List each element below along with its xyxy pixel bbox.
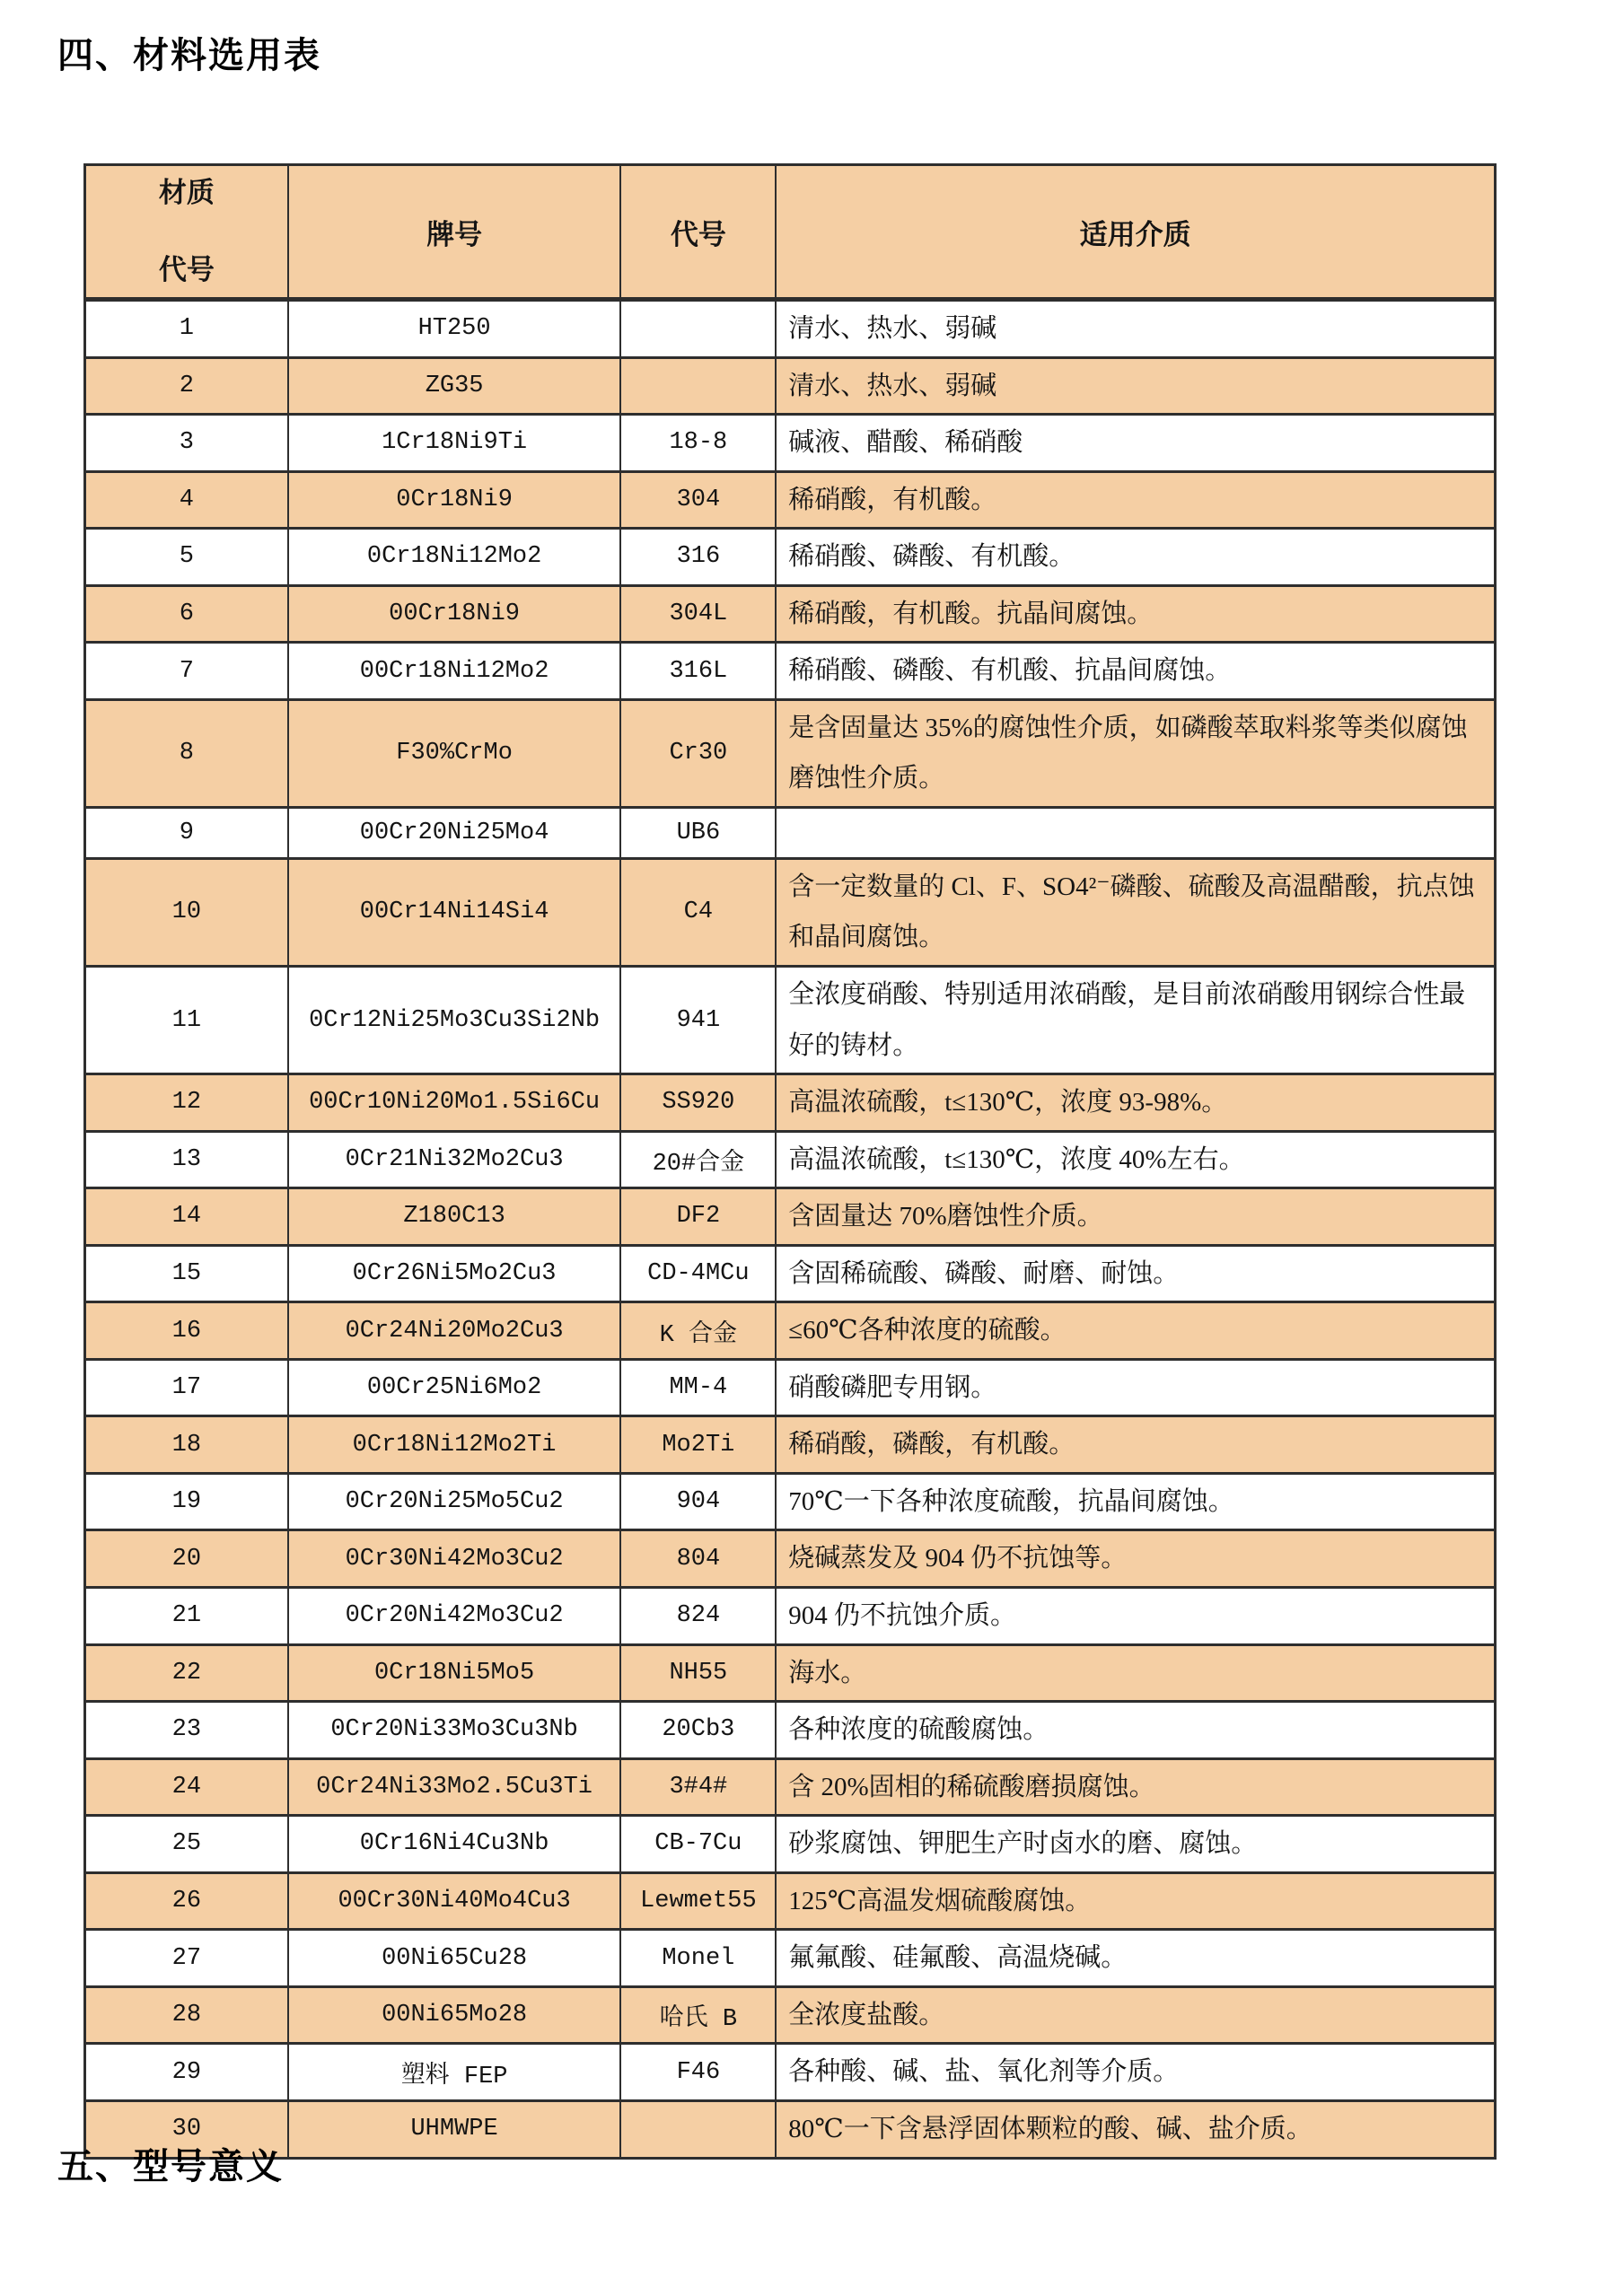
grade-cell: 0Cr18Ni9 bbox=[288, 471, 621, 529]
code-cell: NH55 bbox=[620, 1644, 776, 1702]
material-code-cell: 12 bbox=[85, 1074, 288, 1132]
code-cell: CB-7Cu bbox=[620, 1816, 776, 1873]
media-cell: 全浓度硝酸、特别适用浓硝酸，是目前浓硝酸用钢综合性最好的铸材。 bbox=[776, 967, 1495, 1074]
table-row bbox=[85, 1986, 1496, 2044]
grade-cell: 0Cr18Ni12Mo2Ti bbox=[288, 1416, 621, 1474]
material-code-cell: 18 bbox=[85, 1416, 288, 1474]
code-cell: Lewmet55 bbox=[620, 1872, 776, 1930]
media-cell: 125℃高温发烟硫酸腐蚀。 bbox=[776, 1872, 1495, 1930]
table-row bbox=[85, 529, 1496, 586]
media-cell: 含 20%固相的稀硫酸磨损腐蚀。 bbox=[776, 1758, 1495, 1816]
material-code-cell: 6 bbox=[85, 585, 288, 643]
table-row bbox=[85, 1188, 1496, 1246]
grade-cell: UHMWPE bbox=[288, 2100, 621, 2158]
code-cell: 20#合金 bbox=[620, 1131, 776, 1188]
table-row bbox=[85, 1530, 1496, 1588]
code-cell: 804 bbox=[620, 1530, 776, 1588]
table-row bbox=[85, 643, 1496, 700]
table-row bbox=[85, 1473, 1496, 1530]
material-code-cell: 27 bbox=[85, 1930, 288, 1987]
code-cell: CD-4MCu bbox=[620, 1245, 776, 1302]
material-code-cell: 17 bbox=[85, 1359, 288, 1416]
grade-cell: 0Cr26Ni5Mo2Cu3 bbox=[288, 1245, 621, 1302]
media-cell: 各种浓度的硫酸腐蚀。 bbox=[776, 1702, 1495, 1759]
media-cell: 碱液、醋酸、稀硝酸 bbox=[776, 415, 1495, 472]
code-cell: C4 bbox=[620, 858, 776, 966]
material-selection-table bbox=[83, 163, 1497, 2160]
media-cell: 海水。 bbox=[776, 1644, 1495, 1702]
material-code-cell: 22 bbox=[85, 1644, 288, 1702]
media-cell: 含一定数量的 Cl、F、SO4²⁻磷酸、硫酸及高温醋酸，抗点蚀和晶间腐蚀。 bbox=[776, 858, 1495, 966]
grade-cell: 塑料 FEP bbox=[288, 2044, 621, 2101]
material-code-cell: 21 bbox=[85, 1588, 288, 1645]
code-cell: 304 bbox=[620, 471, 776, 529]
header-grade: 牌号 bbox=[288, 165, 621, 300]
material-code-cell: 23 bbox=[85, 1702, 288, 1759]
material-code-cell: 28 bbox=[85, 1986, 288, 2044]
grade-cell: 00Cr30Ni40Mo4Cu3 bbox=[288, 1872, 621, 1930]
section-5-title: 五、型号意义 bbox=[57, 2146, 284, 2186]
table-row bbox=[85, 1245, 1496, 1302]
grade-cell: F30%CrMo bbox=[288, 699, 621, 807]
media-cell: 904 仍不抗蚀介质。 bbox=[776, 1588, 1495, 1645]
grade-cell: 0Cr18Ni5Mo5 bbox=[288, 1644, 621, 1702]
media-cell: 稀硝酸，有机酸。抗晶间腐蚀。 bbox=[776, 585, 1495, 643]
material-code-cell: 10 bbox=[85, 858, 288, 966]
code-cell: 18-8 bbox=[620, 415, 776, 472]
code-cell: 3#4# bbox=[620, 1758, 776, 1816]
grade-cell: ZG35 bbox=[288, 357, 621, 415]
material-code-cell: 4 bbox=[85, 471, 288, 529]
code-cell: UB6 bbox=[620, 807, 776, 858]
grade-cell: 0Cr24Ni20Mo2Cu3 bbox=[288, 1302, 621, 1360]
table-row bbox=[85, 2100, 1496, 2158]
media-cell: 清水、热水、弱碱 bbox=[776, 357, 1495, 415]
material-code-cell: 25 bbox=[85, 1816, 288, 1873]
table-row bbox=[85, 1816, 1496, 1873]
material-code-cell: 7 bbox=[85, 643, 288, 700]
material-code-cell: 29 bbox=[85, 2044, 288, 2101]
code-cell: 哈氏 B bbox=[620, 1986, 776, 2044]
material-code-cell: 14 bbox=[85, 1188, 288, 1246]
grade-cell: 1Cr18Ni9Ti bbox=[288, 415, 621, 472]
table-row bbox=[85, 1758, 1496, 1816]
table-row bbox=[85, 1644, 1496, 1702]
material-code-cell: 11 bbox=[85, 967, 288, 1074]
table-row bbox=[85, 1416, 1496, 1474]
grade-cell: 00Cr14Ni14Si4 bbox=[288, 858, 621, 966]
media-cell: 是含固量达 35%的腐蚀性介质，如磷酸萃取料浆等类似腐蚀磨蚀性介质。 bbox=[776, 699, 1495, 807]
grade-cell: Z180C13 bbox=[288, 1188, 621, 1246]
table-row bbox=[85, 1074, 1496, 1132]
table-row bbox=[85, 1131, 1496, 1188]
grade-cell: 0Cr21Ni32Mo2Cu3 bbox=[288, 1131, 621, 1188]
material-code-cell: 19 bbox=[85, 1473, 288, 1530]
grade-cell: 00Cr18Ni12Mo2 bbox=[288, 643, 621, 700]
table-row bbox=[85, 415, 1496, 472]
header-material-code-line1: 材质 bbox=[158, 176, 215, 208]
section-4-title: 四、材料选用表 bbox=[57, 35, 321, 75]
code-cell bbox=[620, 357, 776, 415]
media-cell: 含固量达 70%磨蚀性介质。 bbox=[776, 1188, 1495, 1246]
code-cell: Monel bbox=[620, 1930, 776, 1987]
header-material-code-line2: 代号 bbox=[158, 254, 215, 285]
media-cell bbox=[776, 807, 1495, 858]
code-cell bbox=[620, 300, 776, 358]
header-material-code bbox=[85, 165, 288, 300]
material-code-cell: 26 bbox=[85, 1872, 288, 1930]
media-cell: 高温浓硫酸，t≤130℃，浓度 40%左右。 bbox=[776, 1131, 1495, 1188]
material-code-cell: 3 bbox=[85, 415, 288, 472]
code-cell: 20Cb3 bbox=[620, 1702, 776, 1759]
table-row bbox=[85, 1588, 1496, 1645]
header-media: 适用介质 bbox=[776, 165, 1495, 300]
code-cell: DF2 bbox=[620, 1188, 776, 1246]
media-cell: 烧碱蒸发及 904 仍不抗蚀等。 bbox=[776, 1530, 1495, 1588]
code-cell: 941 bbox=[620, 967, 776, 1074]
code-cell: 316L bbox=[620, 643, 776, 700]
code-cell: F46 bbox=[620, 2044, 776, 2101]
media-cell: 稀硝酸、磷酸、有机酸。 bbox=[776, 529, 1495, 586]
material-code-cell: 20 bbox=[85, 1530, 288, 1588]
media-cell: 全浓度盐酸。 bbox=[776, 1986, 1495, 2044]
media-cell: 高温浓硫酸，t≤130℃，浓度 93-98%。 bbox=[776, 1074, 1495, 1132]
grade-cell: 00Ni65Cu28 bbox=[288, 1930, 621, 1987]
media-cell: 各种酸、碱、盐、氧化剂等介质。 bbox=[776, 2044, 1495, 2101]
grade-cell: 0Cr20Ni42Mo3Cu2 bbox=[288, 1588, 621, 1645]
media-cell: 硝酸磷肥专用钢。 bbox=[776, 1359, 1495, 1416]
header-row bbox=[85, 165, 1496, 300]
media-cell: ≤60℃各种浓度的硫酸。 bbox=[776, 1302, 1495, 1360]
grade-cell: 0Cr16Ni4Cu3Nb bbox=[288, 1816, 621, 1873]
table-row bbox=[85, 1359, 1496, 1416]
media-cell: 70℃一下各种浓度硫酸，抗晶间腐蚀。 bbox=[776, 1473, 1495, 1530]
code-cell: MM-4 bbox=[620, 1359, 776, 1416]
media-cell: 稀硝酸、磷酸、有机酸、抗晶间腐蚀。 bbox=[776, 643, 1495, 700]
table-row bbox=[85, 858, 1496, 966]
media-cell: 80℃一下含悬浮固体颗粒的酸、碱、盐介质。 bbox=[776, 2100, 1495, 2158]
grade-cell: 00Cr25Ni6Mo2 bbox=[288, 1359, 621, 1416]
code-cell: SS920 bbox=[620, 1074, 776, 1132]
table-row bbox=[85, 967, 1496, 1074]
material-code-cell: 13 bbox=[85, 1131, 288, 1188]
material-code-cell: 9 bbox=[85, 807, 288, 858]
code-cell: Cr30 bbox=[620, 699, 776, 807]
table-row bbox=[85, 357, 1496, 415]
code-cell: 904 bbox=[620, 1473, 776, 1530]
table-row bbox=[85, 1702, 1496, 1759]
material-code-cell: 15 bbox=[85, 1245, 288, 1302]
material-code-cell: 8 bbox=[85, 699, 288, 807]
table-row bbox=[85, 2044, 1496, 2101]
header-code: 代号 bbox=[620, 165, 776, 300]
code-cell: 304L bbox=[620, 585, 776, 643]
media-cell: 含固稀硫酸、磷酸、耐磨、耐蚀。 bbox=[776, 1245, 1495, 1302]
material-code-cell: 24 bbox=[85, 1758, 288, 1816]
media-cell: 稀硝酸，磷酸，有机酸。 bbox=[776, 1416, 1495, 1474]
media-cell: 氟氟酸、硅氟酸、高温烧碱。 bbox=[776, 1930, 1495, 1987]
table-row bbox=[85, 1930, 1496, 1987]
table-row bbox=[85, 585, 1496, 643]
table-body bbox=[85, 300, 1496, 2159]
material-code-cell: 5 bbox=[85, 529, 288, 586]
table-row bbox=[85, 807, 1496, 858]
material-code-cell: 16 bbox=[85, 1302, 288, 1360]
grade-cell: 0Cr18Ni12Mo2 bbox=[288, 529, 621, 586]
grade-cell: HT250 bbox=[288, 300, 621, 358]
code-cell: K 合金 bbox=[620, 1302, 776, 1360]
grade-cell: 0Cr12Ni25Mo3Cu3Si2Nb bbox=[288, 967, 621, 1074]
grade-cell: 00Cr20Ni25Mo4 bbox=[288, 807, 621, 858]
table-head bbox=[85, 165, 1496, 300]
table-row bbox=[85, 699, 1496, 807]
grade-cell: 00Ni65Mo28 bbox=[288, 1986, 621, 2044]
media-cell: 稀硝酸，有机酸。 bbox=[776, 471, 1495, 529]
table-row bbox=[85, 300, 1496, 358]
code-cell bbox=[620, 2100, 776, 2158]
table-row bbox=[85, 471, 1496, 529]
grade-cell: 0Cr30Ni42Mo3Cu2 bbox=[288, 1530, 621, 1588]
code-cell: 316 bbox=[620, 529, 776, 586]
grade-cell: 0Cr20Ni33Mo3Cu3Nb bbox=[288, 1702, 621, 1759]
grade-cell: 00Cr10Ni20Mo1.5Si6Cu bbox=[288, 1074, 621, 1132]
grade-cell: 0Cr24Ni33Mo2.5Cu3Ti bbox=[288, 1758, 621, 1816]
code-cell: Mo2Ti bbox=[620, 1416, 776, 1474]
material-code-cell: 2 bbox=[85, 357, 288, 415]
grade-cell: 0Cr20Ni25Mo5Cu2 bbox=[288, 1473, 621, 1530]
media-cell: 砂浆腐蚀、钾肥生产时卤水的磨、腐蚀。 bbox=[776, 1816, 1495, 1873]
media-cell: 清水、热水、弱碱 bbox=[776, 300, 1495, 358]
table-row bbox=[85, 1302, 1496, 1360]
material-code-cell: 1 bbox=[85, 300, 288, 358]
table-row bbox=[85, 1872, 1496, 1930]
code-cell: 824 bbox=[620, 1588, 776, 1645]
material-code-cell: 30 bbox=[85, 2100, 288, 2158]
grade-cell: 00Cr18Ni9 bbox=[288, 585, 621, 643]
